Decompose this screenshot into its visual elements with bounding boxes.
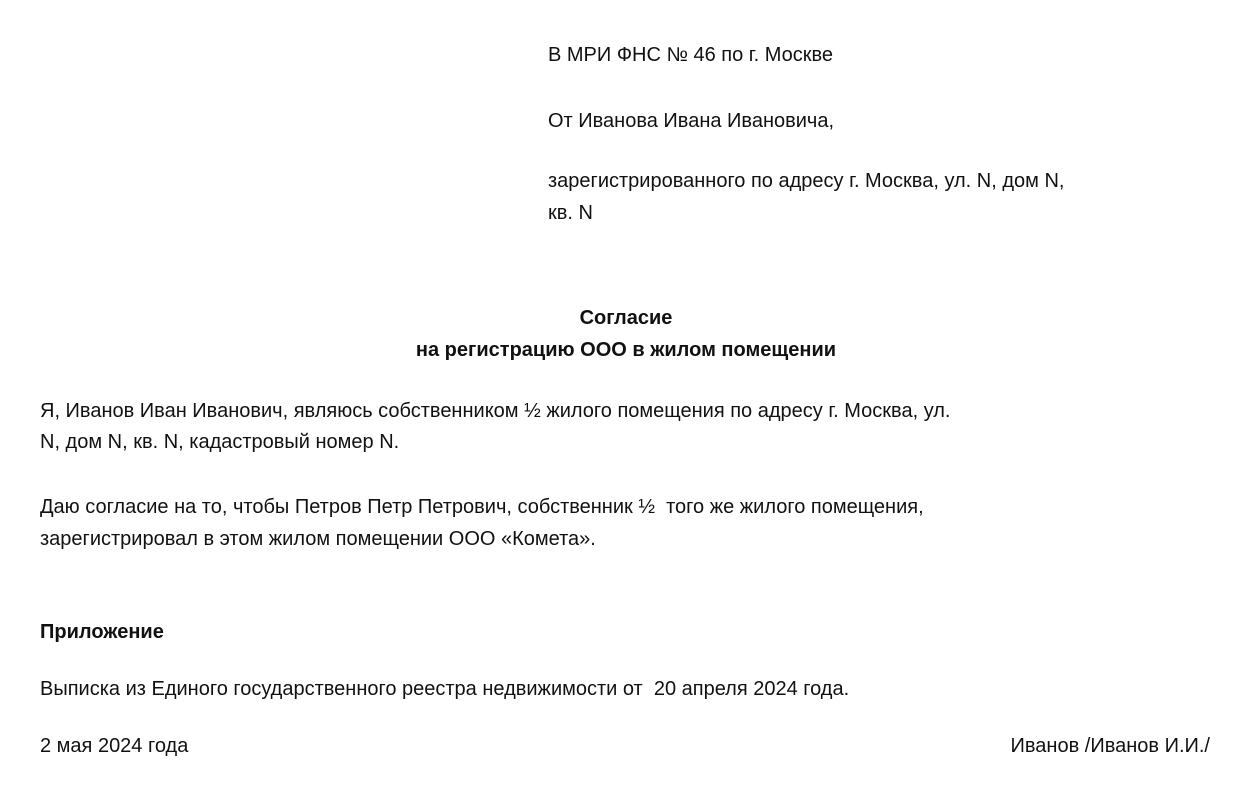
title-line-2: на регистрацию ООО в жилом помещении bbox=[415, 339, 837, 361]
address-line-2: кв. N bbox=[548, 202, 593, 224]
signature: Иванов /Иванов И.И./ bbox=[1010, 735, 1210, 757]
paragraph-line: зарегистрировал в этом жилом помещении ООО «Комета». bbox=[40, 528, 596, 550]
document-date: 2 мая 2024 года bbox=[40, 735, 189, 757]
attachment-heading: Приложение bbox=[40, 621, 164, 643]
paragraph-line: Даю согласие на то, чтобы Петров Петр Петрович, собственник ½ того же жилого помещения, bbox=[40, 496, 924, 518]
sender: От Иванова Ивана Ивановича, bbox=[548, 110, 835, 132]
recipient: В МРИ ФНС № 46 по г. Москве bbox=[548, 44, 834, 66]
paragraph-line: N, дом N, кв. N, кадастровый номер N. bbox=[40, 431, 400, 453]
paragraph-line: Я, Иванов Иван Иванович, являюсь собственником ½ жилого помещения по адресу г. Москва, ул. bbox=[40, 400, 951, 422]
address-line-1: зарегистрированного по адресу г. Москва, ул. N, дом N, bbox=[548, 170, 1065, 192]
attachment-item: Выписка из Единого государственного реестра недвижимости от 20 апреля 2024 года. bbox=[40, 678, 850, 700]
title-line-1: Согласие bbox=[579, 307, 673, 329]
